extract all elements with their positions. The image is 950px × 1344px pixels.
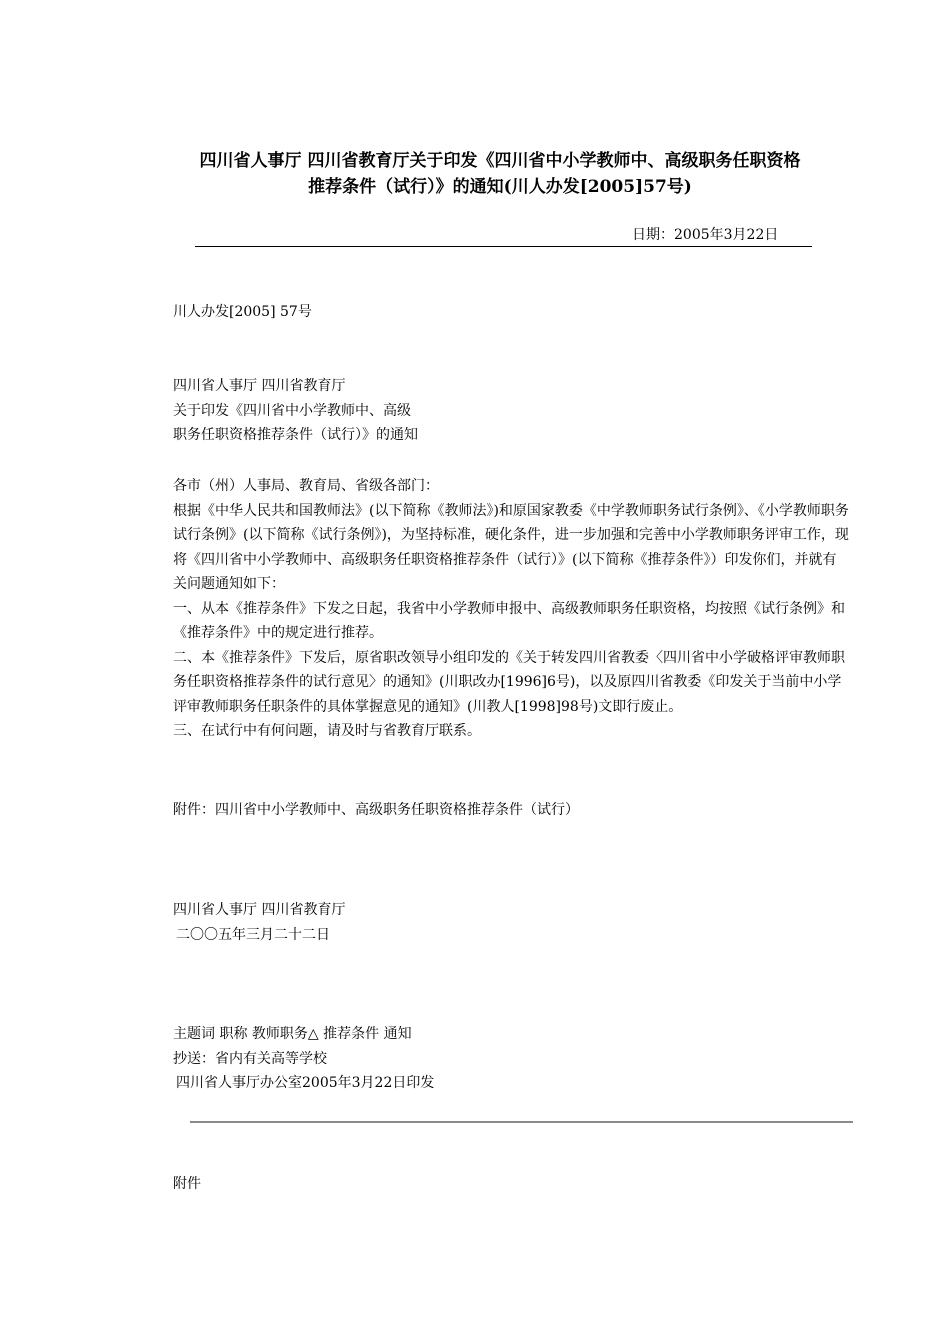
title-line-2: 推荐条件（试行）》的通知(川人办发[2005]57号) <box>308 177 692 197</box>
footer-keywords: 主题词 职称 教师职务△ 推荐条件 通知 <box>173 1026 412 1042</box>
body-intro: 根据《中华人民共和国教师法》(以下简称《教师法》)和原国家教委《中学教师职务试行条例》、《小学教师职务试行条例》(以下简称《试行条例》)，为坚持标准，硬化条件，进一步加强和完善中小学教师职务评审工作，现将《四川省中小学教师中、高级职务任职资格推荐条件（试行）》(以下简称《推荐条件》）印发你们，并就有关问题通知如下： <box>173 502 849 592</box>
attachment-heading-block <box>166 1172 850 1197</box>
recipients: 各市（州）人事局、教育局、省级各部门： <box>173 478 439 494</box>
attachment-note-block <box>166 798 850 823</box>
footer-printed: 四川省人事厅办公室2005年3月22日印发 <box>176 1075 435 1091</box>
doc-number-block <box>166 300 850 325</box>
footer-block <box>166 1022 850 1096</box>
signature-issuer: 四川省人事厅 四川省教育厅 <box>173 902 346 918</box>
header-issuer: 四川省人事厅 四川省教育厅 <box>173 378 346 394</box>
body-item-3: 三、在试行中有何问题，请及时与省教育厅联系。 <box>173 723 481 739</box>
footer-cc: 抄送：省内有关高等学校 <box>173 1050 327 1067</box>
title-line-1: 四川省人事厅 四川省教育厅关于印发《四川省中小学教师中、高级职务任职资格 <box>199 151 801 171</box>
publish-date: 日期：2005年3月22日 <box>632 227 779 243</box>
notice-body <box>166 474 850 744</box>
body-item-1: 一、从本《推荐条件》下发之日起，我省中小学教师申报中、高级教师职务任职资格，均按照《试行条例》和《推荐条件》中的规定进行推荐。 <box>173 600 845 641</box>
doc-number: 川人办发[2005] 57号 <box>173 304 312 320</box>
attachment-note: 附件：四川省中小学教师中、高级职务任职资格推荐条件（试行） <box>173 802 579 818</box>
footer-divider <box>190 1121 853 1123</box>
document-title <box>150 148 850 200</box>
attachment-heading: 附件 <box>173 1176 201 1192</box>
signature-block <box>166 898 850 947</box>
title-divider <box>195 246 812 247</box>
signature-date: 二〇〇五年三月二十二日 <box>176 926 330 943</box>
header-subject-2: 职务任职资格推荐条件（试行）》的通知 <box>173 427 418 443</box>
body-item-2: 二、本《推荐条件》下发后，原省职改领导小组印发的《关于转发四川省教委〈四川省中小学破格评审教师职务任职资格推荐条件的试行意见〉的通知》(川职改办[1996]6号)，以及原四川省教委《印发关于当前中小学评审教师职务任职条件的具体掌握意见的通知》(川教人[1998]98号)文即行废止。 <box>173 649 845 715</box>
notice-header <box>166 374 850 448</box>
header-subject-1: 关于印发《四川省中小学教师中、高级 <box>173 402 411 419</box>
